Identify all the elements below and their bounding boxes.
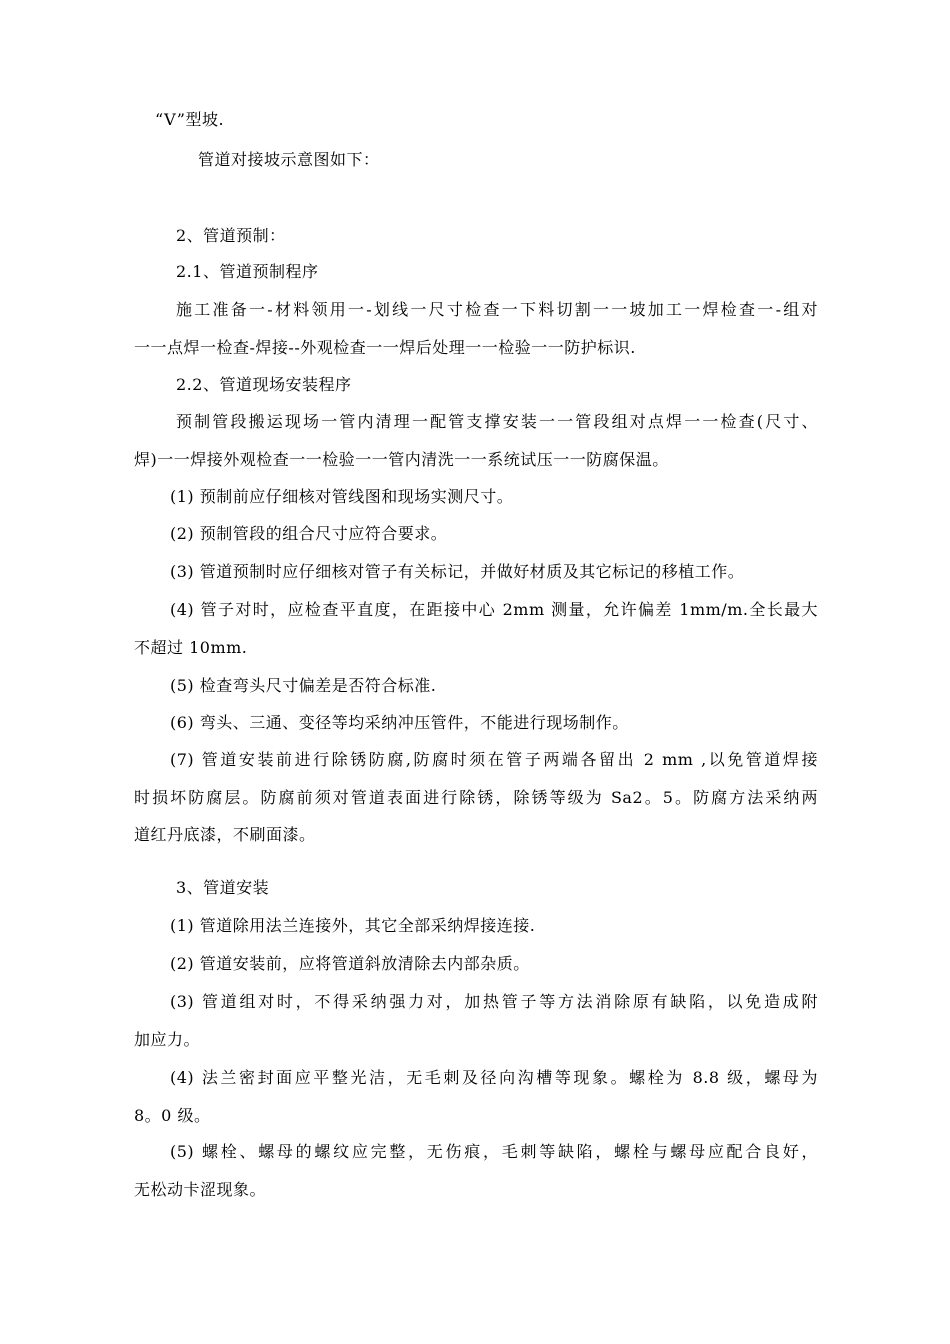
list-item: (3) 管道预制时应仔细核对管子有关标记，并做好材质及其它标记的移植工作。 [170,562,745,581]
list-item: (5) 螺栓、螺母的螺纹应完整，无伤痕，毛刺等缺陷，螺栓与螺母应配合良好， [170,1142,818,1161]
text-line: 管道对接坡示意图如下： [198,150,380,169]
list-item: (3) 管道组对时，不得采纳强力对，加热管子等方法消除原有缺陷，以免造成附 [170,992,818,1011]
text-line: 预制管段搬运现场一管内清理一配管支撑安装一一管段组对点焊一一检查(尺寸、 [176,412,818,431]
text-line: “V”型坡. [155,110,225,129]
text-line: 时损坏防腐层。防腐前须对管道表面进行除锈，除锈等级为 Sa2。5。防腐方法采纳两 [134,788,818,807]
text-line: 不超过 10mm. [134,638,248,657]
subsection-heading: 2.2、管道现场安装程序 [176,375,352,394]
list-item: (6) 弯头、三通、变径等均采纳冲压管件，不能进行现场制作。 [170,713,629,732]
section-heading: 3、管道安装 [176,878,270,897]
text-line: 加应力。 [134,1030,201,1049]
list-item: (1) 预制前应仔细核对管线图和现场实测尺寸。 [170,487,514,506]
list-item: (7) 管道安装前进行除锈防腐,防腐时须在管子两端各留出 2 mm ,以免管道焊接 [170,750,818,769]
text-line: 8。0 级。 [134,1106,211,1125]
list-item: (4) 管子对时，应检查平直度，在距接中心 2mm 测量，允许偏差 1mm/m.全长最大 [170,600,818,619]
text-line: 一一点焊一检查-焊接--外观检查一一焊后处理一一检验一一防护标识. [134,338,636,357]
list-item: (2) 预制管段的组合尺寸应符合要求。 [170,524,448,543]
subsection-heading: 2.1、管道预制程序 [176,262,319,281]
list-item: (1) 管道除用法兰连接外，其它全部采纳焊接连接. [170,916,536,935]
list-item: (4) 法兰密封面应平整光洁，无毛刺及径向沟槽等现象。螺栓为 8.8 级，螺母为 [170,1068,818,1087]
text-line: 焊)一一焊接外观检查一一检验一一管内清洗一一系统试压一一防腐保温。 [134,450,669,469]
text-line: 道红丹底漆，不刷面漆。 [134,825,316,844]
text-line: 无松动卡涩现象。 [134,1180,267,1199]
text-line: 施工准备一-材料领用一-划线一尺寸检查一下料切割一一坡加工一焊检查一-组对 [176,300,818,319]
list-item: (2) 管道安装前，应将管道斜放清除去内部杂质。 [170,954,530,973]
section-heading: 2、管道预制： [176,226,286,245]
list-item: (5) 检查弯头尺寸偏差是否符合标准. [170,676,437,695]
